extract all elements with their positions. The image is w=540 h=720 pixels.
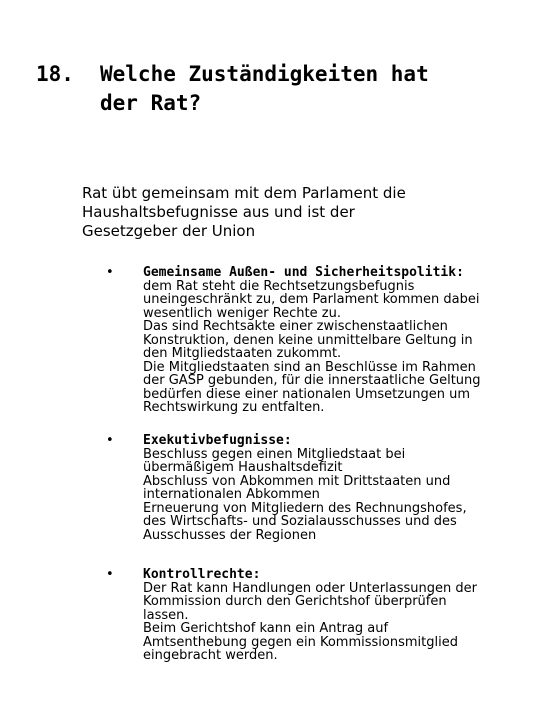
intro-line: Rat übt gemeinsam mit dem Parlament die — [82, 184, 406, 202]
bullet-line: Rechtswirkung zu entfalten. — [143, 400, 325, 415]
title-number: 18. — [36, 62, 74, 86]
bullet-line: Beschluss gegen einen Mitgliedstaat bei — [143, 446, 406, 462]
bullet-heading: Gemeinsame Außen- und Sicherheitspolitik: — [143, 265, 464, 280]
intro-text — [82, 184, 502, 241]
bullet-line: eingebracht werden. — [143, 648, 278, 663]
bullet-line: Erneuerung von Mitgliedern des Rechnungshofes, — [143, 500, 467, 516]
page-title — [100, 60, 520, 118]
bullet-dot-icon — [106, 434, 114, 447]
title-line: Welche Zuständigkeiten hat — [100, 62, 429, 86]
bullet-line: Kommission durch den Gerichtshof überprüfen — [143, 594, 447, 609]
intro-line: Haushaltsbefugnisse aus und ist der — [82, 203, 355, 221]
bullet-line: internationalen Abkommen — [143, 487, 320, 502]
bullet-line: dem Rat steht die Rechtsetzungsbefugnis — [143, 278, 415, 294]
bullet-line: übermäßigem Haushaltsdefizit — [143, 460, 343, 475]
bullet-line: Der Rat kann Handlungen oder Unterlassungen der — [143, 580, 477, 596]
bullet-heading: Exekutivbefugnisse: — [143, 433, 292, 448]
bullet-body — [143, 266, 513, 415]
bullet-line: den Mitgliedstaaten zukommt. — [143, 346, 342, 361]
bullet-body — [143, 434, 513, 542]
bullet-body — [143, 568, 513, 663]
bullet-line: uneingeschränkt zu, dem Parlament kommen dabei — [143, 292, 480, 307]
bullet-line: Konstruktion, denen keine unmittelbare Geltung in — [143, 332, 473, 348]
bullet-line: Amtsenthebung gegen ein Kommissionsmitglied — [143, 634, 458, 650]
bullet-line: des Wirtschafts- und Sozialausschusses und des — [143, 514, 457, 529]
bullet-line: lassen. — [143, 607, 189, 623]
bullet-line: Ausschusses der Regionen — [143, 527, 317, 543]
bullet-line: der GASP gebunden, für die innerstaatliche Geltung — [143, 373, 481, 388]
bullet-heading: Kontrollrechte: — [143, 567, 261, 582]
bullet-dot-icon — [106, 568, 114, 581]
bullet-line: Beim Gerichtshof kann ein Antrag auf — [143, 621, 389, 636]
intro-line: Gesetzgeber der Union — [82, 222, 256, 240]
bullet-line: wesentlich weniger Rechte zu. — [143, 305, 341, 321]
bullet-line: Die Mitgliedstaaten sind an Beschlüsse im Rahmen — [143, 359, 476, 375]
bullet-dot-icon — [106, 266, 114, 279]
bullet-line: Abschluss von Abkommen mit Drittstaaten und — [143, 473, 451, 489]
bullet-line: bedürfen diese einer nationalen Umsetzungen um — [143, 386, 471, 402]
bullet-line: Das sind Rechtsakte einer zwischenstaatlichen — [143, 319, 448, 334]
title-line: der Rat? — [100, 91, 202, 115]
